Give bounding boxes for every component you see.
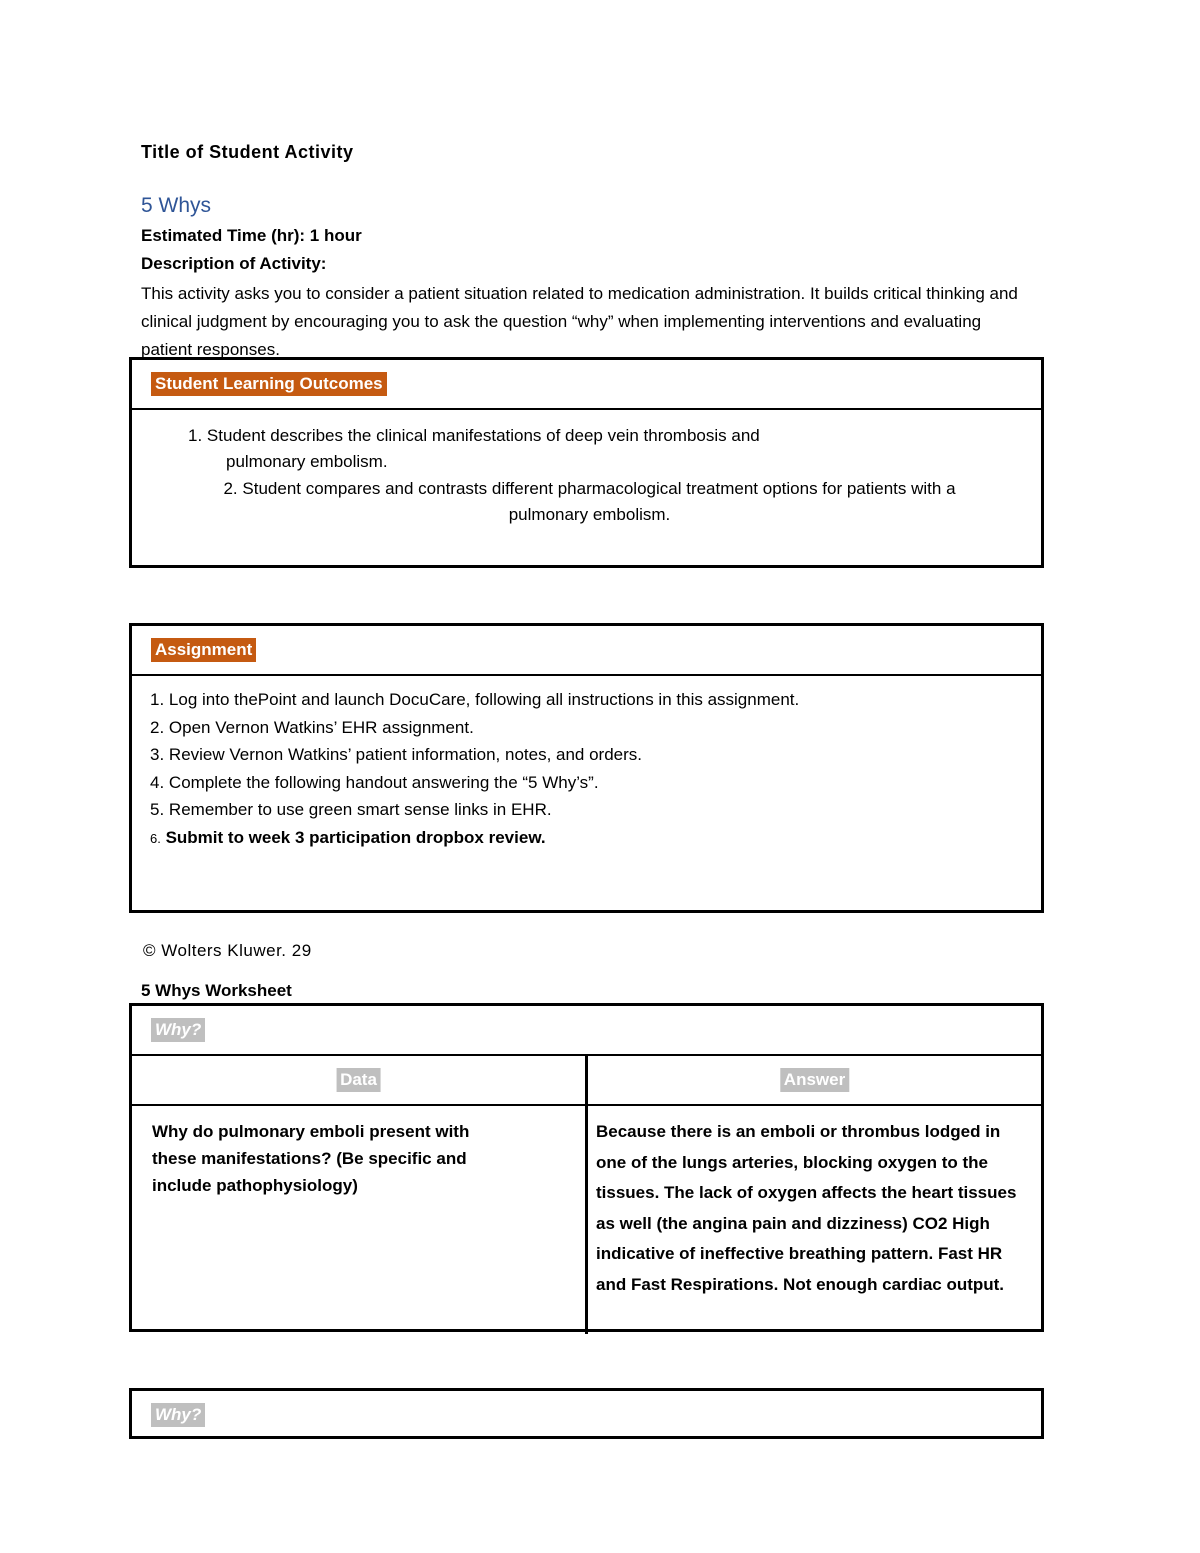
- copyright-notice: © Wolters Kluwer. 29: [143, 941, 312, 960]
- list-item: 6. Submit to week 3 participation dropbox review.: [150, 827, 546, 847]
- assignment-box: [129, 623, 1044, 913]
- activity-subtitle: 5 Whys: [141, 194, 212, 217]
- outcomes-header: [132, 360, 1041, 410]
- worksheet-title: 5 Whys Worksheet: [141, 981, 292, 1000]
- outcome-text: Student describes the clinical manifestations of deep vein thrombosis and: [206, 426, 760, 445]
- why-header: [132, 1006, 1041, 1056]
- assignment-list: [150, 686, 799, 852]
- worksheet-table: [129, 1003, 1044, 1332]
- outcome-number: 2.: [223, 479, 238, 498]
- column-headers: [132, 1056, 1041, 1106]
- estimated-time: Estimated Time (hr): 1 hour: [141, 226, 362, 245]
- list-item: 4. Complete the following handout answering the “5 Why’s”.: [150, 772, 599, 792]
- list-item: 5. Remember to use green smart sense links in EHR.: [150, 800, 552, 819]
- outcome-number: 1.: [188, 426, 203, 445]
- data-column-header: Data: [336, 1068, 381, 1092]
- outcome-text: Student compares and contrasts different pharmacological treatment options for patients with a: [242, 479, 956, 498]
- outcome-item-2: [132, 476, 1047, 528]
- description-text: This activity asks you to consider a patient situation related to medication administration. It builds critical thinking and clinical judgment by encouraging you to ask the question “why” when implementing interventions and evaluating patient responses.: [141, 284, 1018, 359]
- assignment-header: [132, 626, 1041, 676]
- outcome-text-cont: pulmonary embolism.: [226, 452, 388, 471]
- why-label-2: Why?: [151, 1403, 205, 1427]
- list-item: 1. Log into thePoint and launch DocuCare, following all instructions in this assignment.: [150, 690, 800, 709]
- why-label: Why?: [151, 1018, 205, 1042]
- outcomes-heading: Student Learning Outcomes: [151, 372, 387, 396]
- activity-title: Title of Student Activity: [141, 142, 354, 162]
- list-item: 3. Review Vernon Watkins’ patient information, notes, and orders.: [150, 745, 643, 764]
- outcome-text-cont: pulmonary embolism.: [508, 505, 671, 524]
- table-row: [132, 1106, 1041, 1334]
- list-item: 2. Open Vernon Watkins’ EHR assignment.: [150, 717, 474, 737]
- worksheet-table-2: [129, 1388, 1044, 1439]
- answer-cell: Because there is an emboli or thrombus lodged in one of the lungs arteries, blocking oxygen to the tissues. The lack of oxygen affects the heart tissues as well (the angina pain and dizziness) CO2 High indicative of ineffective breathing pattern. Fast HR and Fast Respirations. Not enough cardiac output.: [596, 1122, 1017, 1294]
- question-cell: Why do pulmonary emboli present with these manifestations? (Be specific and include pathophysiology): [152, 1122, 470, 1195]
- description-label: Description of Activity:: [141, 254, 327, 273]
- answer-column-header: Answer: [780, 1068, 849, 1092]
- outcomes-box: [129, 357, 1044, 568]
- assignment-heading: Assignment: [151, 638, 256, 662]
- why-header-2: [132, 1391, 1041, 1436]
- outcome-item-1: [188, 423, 888, 475]
